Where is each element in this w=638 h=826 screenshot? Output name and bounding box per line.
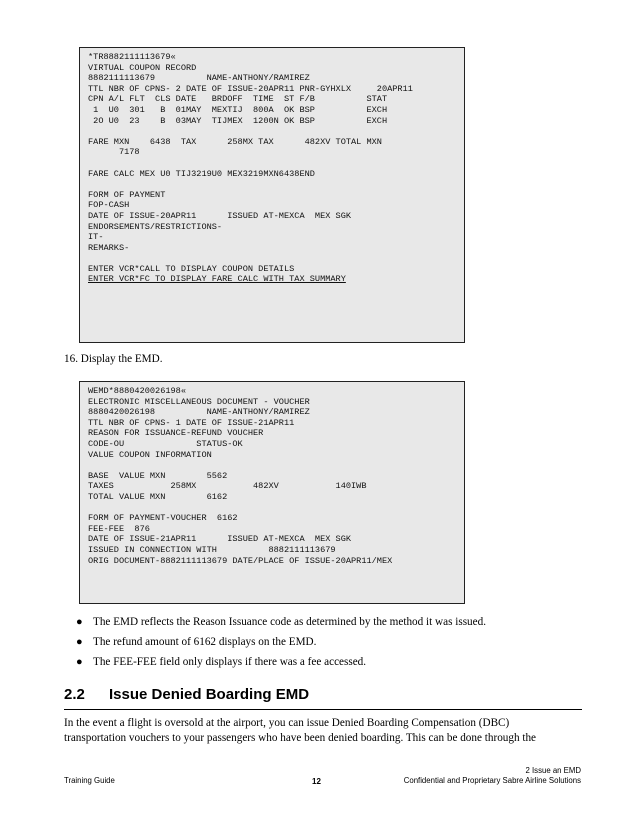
terminal-line: CPN A/L FLT CLS DATE BRDOFF TIME ST F/B STAT [88,94,388,105]
terminal-line [88,253,456,264]
footer-confidential: Confidential and Proprietary Sabre Airline Solutions [403,776,581,785]
section-number: 2.2 [64,686,85,703]
bullet-icon: ● [76,656,83,668]
terminal-line: TAXES 258MX 482XV 140IWB [88,481,367,492]
page-number: 12 [312,777,321,786]
step-16-instruction: 16. Display the EMD. [64,353,163,365]
terminal-line: DATE OF ISSUE-20APR11 ISSUED AT-MEXCA MEX SGK [88,210,352,221]
terminal-line: FOP-CASH [88,200,130,211]
terminal-line: REASON FOR ISSUANCE-REFUND VOUCHER [88,428,264,439]
vcr-terminal-display [79,47,465,343]
paragraph-line: transportation vouchers to your passengers who have been denied boarding. This can be done through the [64,732,537,744]
terminal-line: VIRTUAL COUPON RECORD [88,62,197,73]
list-item [76,636,486,656]
bullet-text: The FEE-FEE field only displays if there was a fee accessed. [93,656,367,668]
terminal-line [88,126,456,137]
terminal-line: ENTER VCR*FC TO DISPLAY FARE CALC WITH TAX SUMMARY [88,274,346,285]
terminal-line: FARE MXN 6438 TAX 258MX TAX 482XV TOTAL MXN [88,136,382,147]
bullet-icon: ● [76,636,83,648]
list-item [76,656,486,676]
terminal-line: 2O U0 23 B 03MAY TIJMEX 1200N OK BSP EXCH [88,115,388,126]
terminal-line: ENDORSEMENTS/RESTRICTIONS- [88,221,223,232]
terminal-line: 1 U0 301 B 01MAY MEXTIJ 800A OK BSP EXCH [88,104,388,115]
terminal-line [88,503,456,514]
terminal-line: VALUE COUPON INFORMATION [88,449,212,460]
terminal-line: WEMD*8880420026198« [88,386,186,396]
body-paragraph [64,716,584,746]
terminal-line: FORM OF PAYMENT-VOUCHER 6162 [88,513,238,524]
terminal-line [88,460,456,471]
paragraph-line: In the event a flight is oversold at the airport, you can issue Denied Boarding Compensation (DBC) [64,717,510,729]
bullet-icon: ● [76,616,83,628]
terminal-line: TOTAL VALUE MXN 6162 [88,491,228,502]
section-title: Issue Denied Boarding EMD [109,686,310,703]
terminal-line: ORIG DOCUMENT-8882111113679 DATE/PLACE OF ISSUE-20APR11/MEX [88,555,393,566]
terminal-line: TTL NBR OF CPNS- 1 DATE OF ISSUE-21APR11 [88,417,295,428]
terminal-line: *TR8882111113679« [88,52,176,62]
terminal-line: BASE VALUE MXN 5562 [88,470,228,481]
terminal-line: DATE OF ISSUE-21APR11 ISSUED AT-MEXCA MEX SGK [88,534,352,545]
terminal-line: IT- [88,232,104,243]
terminal-line: 8880420026198 NAME-ANTHONY/RAMIREZ [88,407,310,418]
terminal-line: CODE-OU STATUS-OK [88,438,243,449]
footer-section-ref: 2 Issue an EMD [525,766,581,775]
footer-doc-title: Training Guide [64,776,115,785]
terminal-line: FORM OF PAYMENT [88,189,166,200]
terminal-line: FARE CALC MEX U0 TIJ3219U0 MEX3219MXN6438END [88,168,315,179]
terminal-line: FEE-FEE 876 [88,523,150,534]
terminal-line: ELECTRONIC MISCELLANEOUS DOCUMENT - VOUCHER [88,396,310,407]
section-heading [64,685,582,710]
note-list [76,616,486,676]
terminal-line [88,179,456,190]
bullet-text: The refund amount of 6162 displays on the EMD. [93,636,317,648]
terminal-line: ENTER VCR*CALL TO DISPLAY COUPON DETAILS [88,263,295,274]
bullet-text: The EMD reflects the Reason Issuance code as determined by the method it was issued. [93,616,486,628]
terminal-line: REMARKS- [88,242,130,253]
terminal-line: 8882111113679 NAME-ANTHONY/RAMIREZ [88,73,310,84]
terminal-line: ISSUED IN CONNECTION WITH 8882111113679 [88,544,336,555]
list-item [76,616,486,636]
terminal-line: TTL NBR OF CPNS- 2 DATE OF ISSUE-20APR11 PNR-GYHXLX 20APR11 [88,83,413,94]
emd-terminal-display [79,381,465,604]
terminal-line [88,158,456,169]
terminal-line: 7178 [88,147,140,158]
